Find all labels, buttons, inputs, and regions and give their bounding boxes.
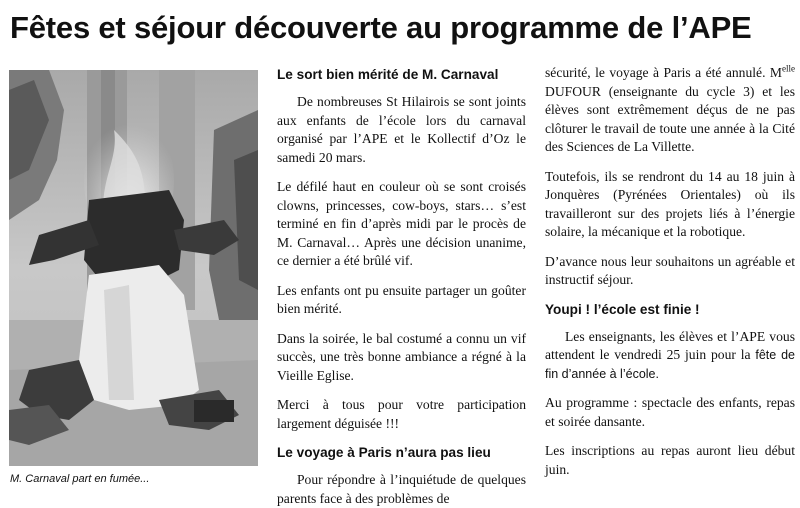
carnaval-photo bbox=[9, 70, 258, 466]
paragraph: Le défilé haut en couleur où se sont croisés clowns, princesses, cow-boys, stars… s’est terminé en fin d’après midi par le procès de M. Carnaval… Après une décision unanime, ce dernier a été brûlé vif. bbox=[277, 179, 526, 268]
photo-caption: M. Carnaval part en fumée... bbox=[10, 473, 150, 485]
paragraph: Pour répondre à l’inquiétude de quelques parents face à des problèmes de bbox=[277, 472, 526, 506]
section-heading-voyage: Le voyage à Paris n’aura pas lieu bbox=[277, 445, 491, 460]
page-headline: Fêtes et séjour découverte au programme de l’APE bbox=[10, 10, 752, 45]
paragraph: Au programme : spectacle des enfants, repas et soirée dansante. bbox=[545, 395, 795, 429]
text-run: DUFOUR (enseignante du cycle 3) et les élèves sont extrêmement déçus de ne pas clôturer le travail de toute une année à la Cité des Sciences de La Villette. bbox=[545, 83, 795, 154]
paragraph: Toutefois, ils se rendront du 14 au 18 juin à Jonquères (Pyrénées Orientales) où ils travailleront sur des projets liés à l’énergie solaire, la mécanique et la robotique. bbox=[545, 168, 795, 239]
paragraph: D’avance nous leur souhaitons un agréable et instructif séjour. bbox=[545, 253, 795, 287]
text-run: Les enseignants, les élèves et l’APE vous attendent le vendredi 25 juin pour la bbox=[545, 328, 795, 362]
text-run: fête de fin d’année à l’école. bbox=[545, 348, 795, 381]
paragraph: Merci à tous pour votre participation largement déguisée !!! bbox=[277, 397, 526, 431]
paragraph: De nombreuses St Hilairois se sont joints aux enfants de l’école lors du carnaval organisé par l’APE et le Kollectif d’Oz le samedi 20 mars. bbox=[277, 94, 526, 165]
paragraph: Les enfants ont pu ensuite partager un goûter bien mérité. bbox=[277, 282, 526, 316]
burning-effigy-image bbox=[9, 70, 258, 466]
article-column-2 bbox=[545, 64, 795, 490]
text-run: sécurité, le voyage à Paris a été annulé. M bbox=[545, 65, 782, 80]
section-heading-carnaval: Le sort bien mérité de M. Carnaval bbox=[277, 67, 499, 82]
paragraph bbox=[545, 64, 795, 157]
section-heading-ecole-finie: Youpi ! l’école est finie ! bbox=[545, 301, 700, 317]
superscript: elle bbox=[782, 63, 795, 74]
article-column-1 bbox=[277, 66, 526, 508]
paragraph bbox=[545, 328, 795, 384]
paragraph: Dans la soirée, le bal costumé a connu un vif succès, une très bonne ambiance a régné à la Vieille Eglise. bbox=[277, 330, 526, 383]
paragraph: Les inscriptions au repas auront lieu début juin. bbox=[545, 443, 795, 477]
